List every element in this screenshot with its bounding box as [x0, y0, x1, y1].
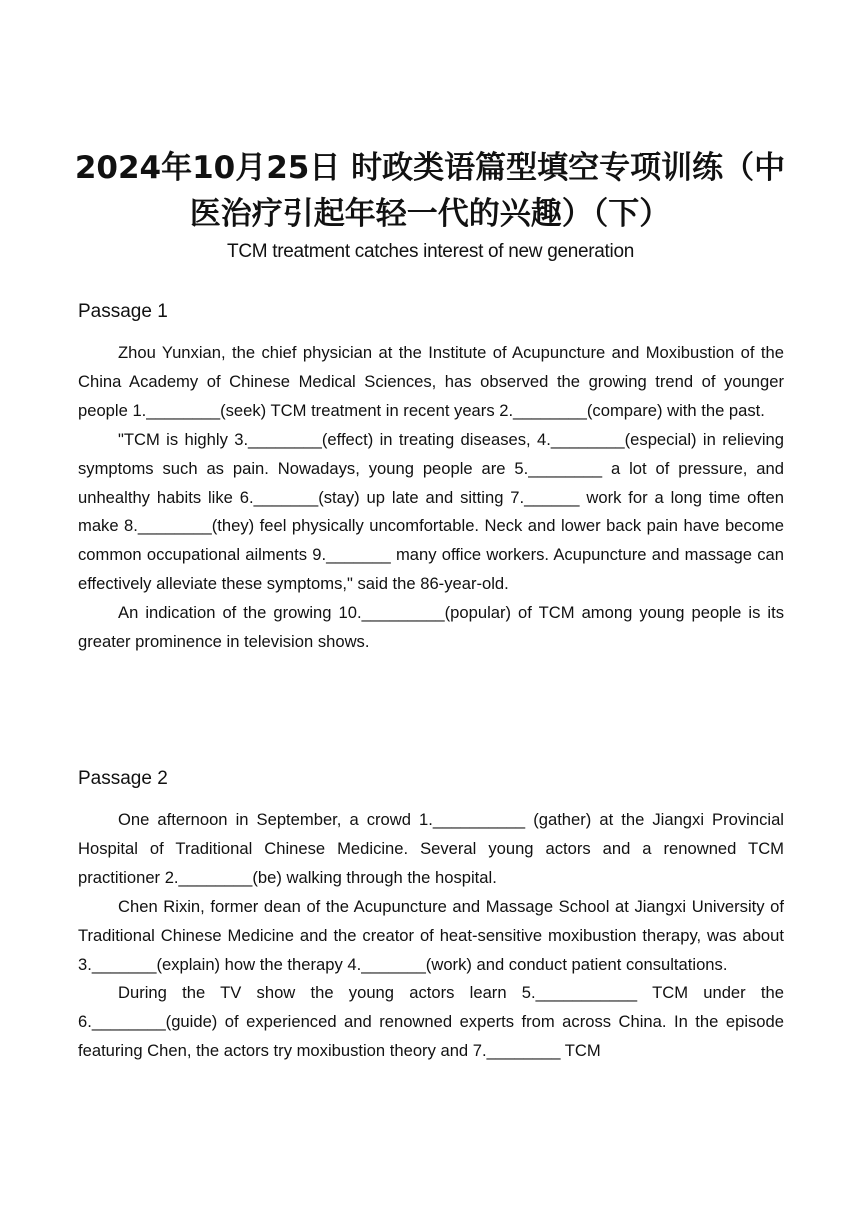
passage-2-paragraph: During the TV show the young actors learn 5.___________ TCM under the 6.________(guide) of experienced and renowned experts from across China. In the episode featuring Chen, the actors try moxibustion theory and 7.________ TCM — [78, 983, 784, 1061]
passage-1-body — [78, 339, 784, 657]
document-title: 2024年10月25日 时政类语篇型填空专项训练（中医治疗引起年轻一代的兴趣）（下） — [74, 149, 786, 232]
passage-1-paragraph: Zhou Yunxian, the chief physician at the Institute of Acupuncture and Moxibustion of the China Academy of Chinese Medical Sciences, has observed the growing trend of younger people 1.________(seek) TCM treatment in recent years 2.________(compare) with the past. — [78, 343, 784, 420]
passage-2-paragraph: One afternoon in September, a crowd 1.__________ (gather) at the Jiangxi Provincial Hospital of Traditional Chinese Medicine. Several young actors and a renowned TCM practitioner 2.________(be) walking through the hospital. — [78, 810, 784, 887]
passage-1-paragraph: An indication of the growing 10._________(popular) of TCM among young people is its greater prominence in television shows. — [78, 603, 784, 652]
document-subtitle: TCM treatment catches interest of new generation — [227, 241, 634, 262]
passage-2-body — [78, 806, 784, 1066]
passage-1-paragraph: "TCM is highly 3.________(effect) in treating diseases, 4.________(especial) in relieving symptoms such as pain. Nowadays, young people are 5.________ a lot of pressure, and unhealthy habits like 6._______(stay) up late and sitting 7.______ work for a long time often make 8.________(they) feel physically uncomfortable. Neck and lower back pain have become common occupational ailments 9._______ many office workers. Acupuncture and massage can effectively alleviate these symptoms," said the 86-year-old. — [78, 429, 784, 594]
passage-1-heading: Passage 1 — [78, 301, 168, 322]
passage-2-heading: Passage 2 — [78, 768, 168, 789]
passage-2-paragraph: Chen Rixin, former dean of the Acupuncture and Massage School at Jiangxi University of Traditional Chinese Medicine and the creator of heat-sensitive moxibustion therapy, was about 3._______(explain) how the therapy 4._______(work) and conduct patient consultations. — [78, 896, 784, 974]
